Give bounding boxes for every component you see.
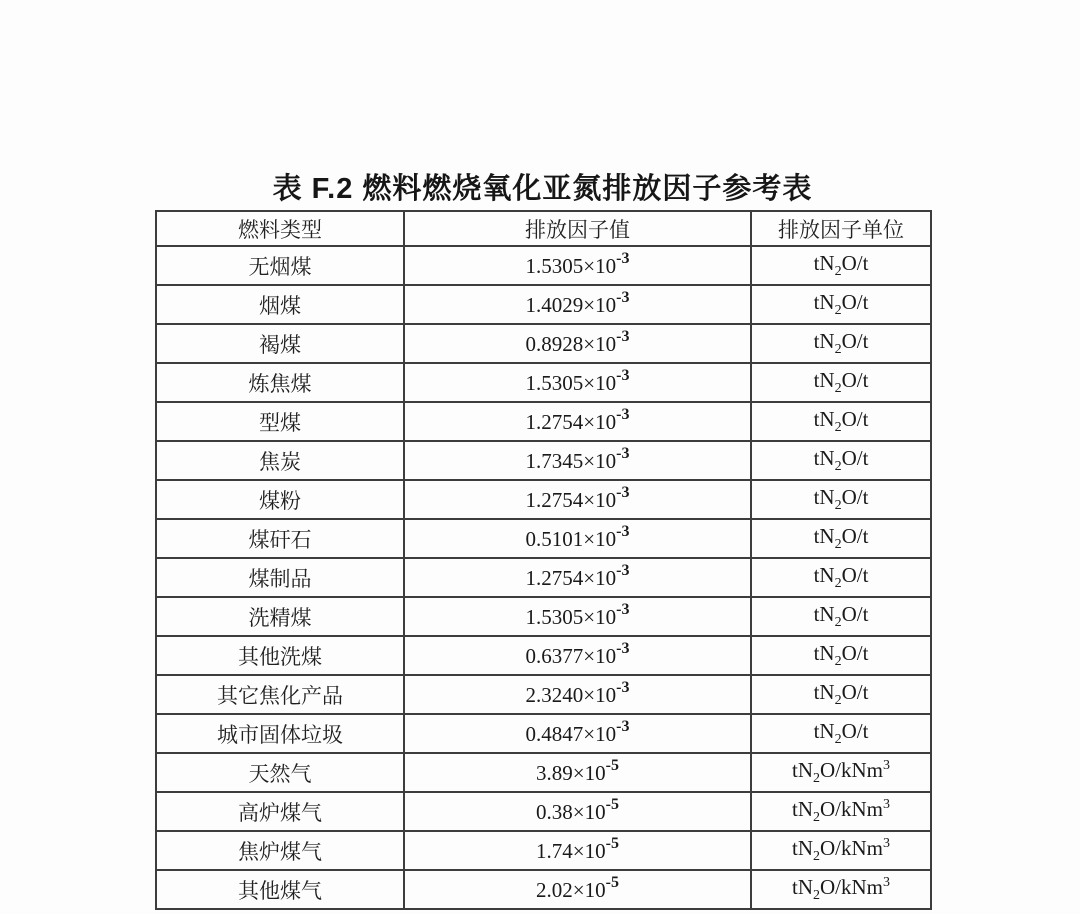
unit-subscript: 2 [834, 732, 842, 748]
factor-unit-cell [751, 363, 931, 402]
table-body [156, 246, 931, 909]
table-row [156, 597, 931, 636]
unit-superscript: 3 [883, 836, 890, 852]
factor-value-cell [404, 363, 751, 402]
factor-value-cell [404, 636, 751, 675]
factor-unit-cell [751, 870, 931, 909]
unit-subscript: 2 [834, 459, 842, 475]
factor-unit-cell [751, 597, 931, 636]
table-row [156, 402, 931, 441]
unit-subscript: 2 [834, 576, 842, 592]
factor-value-mantissa: 0.38×10 [536, 799, 606, 824]
factor-unit-cell [751, 519, 931, 558]
unit-prefix: tN [813, 602, 835, 627]
fuel-name-cell: 焦炉煤气 [156, 831, 404, 870]
factor-unit-cell [751, 441, 931, 480]
fuel-name-cell: 煤制品 [156, 558, 404, 597]
unit-prefix: tN [813, 524, 835, 549]
table-header-row [156, 211, 931, 246]
header-fuel-type: 燃料类型 [156, 211, 404, 246]
factor-value-mantissa: 0.5101×10 [525, 526, 617, 551]
unit-subscript: 2 [834, 303, 842, 319]
factor-value-exponent: -3 [616, 639, 630, 657]
factor-value-mantissa: 1.4029×10 [525, 292, 617, 317]
factor-value-cell [404, 441, 751, 480]
factor-unit-cell [751, 675, 931, 714]
factor-unit-cell [751, 714, 931, 753]
factor-unit-cell [751, 246, 931, 285]
unit-prefix: tN [813, 368, 835, 393]
unit-subscript: 2 [834, 654, 842, 670]
factor-value-exponent: -3 [616, 678, 630, 696]
table-row [156, 480, 931, 519]
unit-subscript: 2 [834, 264, 842, 280]
unit-middle: O/t [841, 563, 869, 588]
unit-prefix: tN [813, 641, 835, 666]
factor-value-cell [404, 870, 751, 909]
fuel-name-cell: 其他洗煤 [156, 636, 404, 675]
table-row [156, 519, 931, 558]
factor-value-cell [404, 246, 751, 285]
factor-value-exponent: -3 [616, 600, 630, 618]
fuel-name-cell: 高炉煤气 [156, 792, 404, 831]
factor-value-cell [404, 558, 751, 597]
table-row [156, 636, 931, 675]
unit-prefix: tN [813, 563, 835, 588]
unit-middle: O/t [841, 446, 869, 471]
factor-value-mantissa: 1.2754×10 [525, 409, 617, 434]
factor-value-exponent: -3 [616, 561, 630, 579]
factor-value-exponent: -5 [605, 795, 619, 813]
factor-value-exponent: -3 [616, 249, 630, 267]
factor-value-cell [404, 675, 751, 714]
factor-value-exponent: -3 [616, 327, 630, 345]
factor-unit-cell [751, 792, 931, 831]
table-row [156, 246, 931, 285]
factor-value-mantissa: 3.89×10 [536, 760, 606, 785]
fuel-name-cell: 其他煤气 [156, 870, 404, 909]
unit-middle: O/t [841, 602, 869, 627]
table-row [156, 831, 931, 870]
unit-middle: O/t [841, 290, 869, 315]
fuel-name-cell: 褐煤 [156, 324, 404, 363]
factor-unit-cell [751, 480, 931, 519]
unit-subscript: 2 [834, 342, 842, 358]
factor-unit-cell [751, 324, 931, 363]
fuel-name-cell: 城市固体垃圾 [156, 714, 404, 753]
factor-value-mantissa: 1.2754×10 [525, 487, 617, 512]
fuel-name-cell: 洗精煤 [156, 597, 404, 636]
unit-superscript: 3 [883, 758, 890, 774]
table-row [156, 363, 931, 402]
factor-value-mantissa: 0.6377×10 [525, 643, 617, 668]
unit-middle: O/t [841, 329, 869, 354]
factor-value-mantissa: 0.4847×10 [525, 721, 617, 746]
factor-value-mantissa: 1.5305×10 [525, 604, 617, 629]
factor-value-mantissa: 2.02×10 [536, 877, 606, 902]
factor-value-exponent: -3 [616, 483, 630, 501]
factor-unit-cell [751, 636, 931, 675]
table-row [156, 558, 931, 597]
factor-value-exponent: -5 [605, 873, 619, 891]
table-row [156, 675, 931, 714]
unit-subscript: 2 [834, 693, 842, 709]
factor-value-exponent: -3 [616, 717, 630, 735]
factor-value-cell [404, 753, 751, 792]
fuel-name-cell: 炼焦煤 [156, 363, 404, 402]
unit-prefix: tN [813, 485, 835, 510]
factor-value-cell [404, 714, 751, 753]
factor-value-cell [404, 831, 751, 870]
unit-prefix: tN [792, 836, 813, 861]
unit-subscript: 2 [834, 381, 842, 397]
unit-subscript: 2 [813, 771, 820, 787]
factor-value-cell [404, 324, 751, 363]
factor-value-mantissa: 1.7345×10 [525, 448, 617, 473]
factor-value-cell [404, 597, 751, 636]
fuel-name-cell: 天然气 [156, 753, 404, 792]
unit-subscript: 2 [834, 420, 842, 436]
header-factor-value: 排放因子值 [404, 211, 751, 246]
unit-middle: O/t [841, 251, 869, 276]
unit-prefix: tN [813, 251, 835, 276]
unit-middle: O/t [841, 368, 869, 393]
unit-middle: O/kNm [820, 875, 883, 900]
unit-prefix: tN [813, 290, 835, 315]
unit-prefix: tN [813, 329, 835, 354]
factor-value-cell [404, 285, 751, 324]
table-title: 表 F.2 燃料燃烧氧化亚氮排放因子参考表 [272, 173, 813, 205]
table-row [156, 714, 931, 753]
fuel-name-cell: 煤粉 [156, 480, 404, 519]
table-row [156, 441, 931, 480]
factor-value-cell [404, 480, 751, 519]
unit-prefix: tN [792, 797, 813, 822]
table-row [156, 285, 931, 324]
table-row [156, 324, 931, 363]
factor-value-mantissa: 1.5305×10 [525, 370, 617, 395]
emission-factor-table [155, 210, 932, 910]
factor-unit-cell [751, 831, 931, 870]
factor-value-mantissa: 2.3240×10 [525, 682, 617, 707]
unit-superscript: 3 [883, 875, 890, 891]
factor-value-exponent: -3 [616, 444, 630, 462]
factor-value-exponent: -3 [616, 288, 630, 306]
unit-prefix: tN [813, 719, 835, 744]
unit-subscript: 2 [813, 810, 820, 826]
table-row [156, 870, 931, 909]
unit-subscript: 2 [834, 537, 842, 553]
unit-subscript: 2 [813, 849, 820, 865]
unit-prefix: tN [813, 446, 835, 471]
factor-value-exponent: -3 [616, 405, 630, 423]
factor-value-cell [404, 792, 751, 831]
unit-subscript: 2 [834, 615, 842, 631]
factor-unit-cell [751, 753, 931, 792]
unit-middle: O/t [841, 485, 869, 510]
factor-value-mantissa: 1.5305×10 [525, 253, 617, 278]
factor-value-exponent: -3 [616, 366, 630, 384]
unit-prefix: tN [792, 758, 813, 783]
unit-prefix: tN [813, 407, 835, 432]
unit-middle: O/t [841, 524, 869, 549]
fuel-name-cell: 无烟煤 [156, 246, 404, 285]
factor-unit-cell [751, 402, 931, 441]
unit-middle: O/t [841, 641, 869, 666]
unit-superscript: 3 [883, 797, 890, 813]
unit-middle: O/t [841, 680, 869, 705]
factor-unit-cell [751, 558, 931, 597]
factor-value-mantissa: 1.2754×10 [525, 565, 617, 590]
factor-value-mantissa: 0.8928×10 [525, 331, 617, 356]
factor-value-cell [404, 519, 751, 558]
fuel-name-cell: 煤矸石 [156, 519, 404, 558]
table-row [156, 792, 931, 831]
unit-prefix: tN [813, 680, 835, 705]
fuel-name-cell: 焦炭 [156, 441, 404, 480]
table-row [156, 753, 931, 792]
fuel-name-cell: 其它焦化产品 [156, 675, 404, 714]
factor-value-exponent: -3 [616, 522, 630, 540]
factor-unit-cell [751, 285, 931, 324]
unit-subscript: 2 [834, 498, 842, 514]
factor-value-cell [404, 402, 751, 441]
factor-value-exponent: -5 [605, 834, 619, 852]
unit-subscript: 2 [813, 888, 820, 904]
unit-middle: O/kNm [820, 758, 883, 783]
unit-middle: O/kNm [820, 836, 883, 861]
factor-value-exponent: -5 [605, 756, 619, 774]
header-factor-unit: 排放因子单位 [751, 211, 931, 246]
fuel-name-cell: 型煤 [156, 402, 404, 441]
unit-middle: O/t [841, 407, 869, 432]
factor-value-mantissa: 1.74×10 [536, 838, 606, 863]
fuel-name-cell: 烟煤 [156, 285, 404, 324]
unit-prefix: tN [792, 875, 813, 900]
unit-middle: O/kNm [820, 797, 883, 822]
unit-middle: O/t [841, 719, 869, 744]
